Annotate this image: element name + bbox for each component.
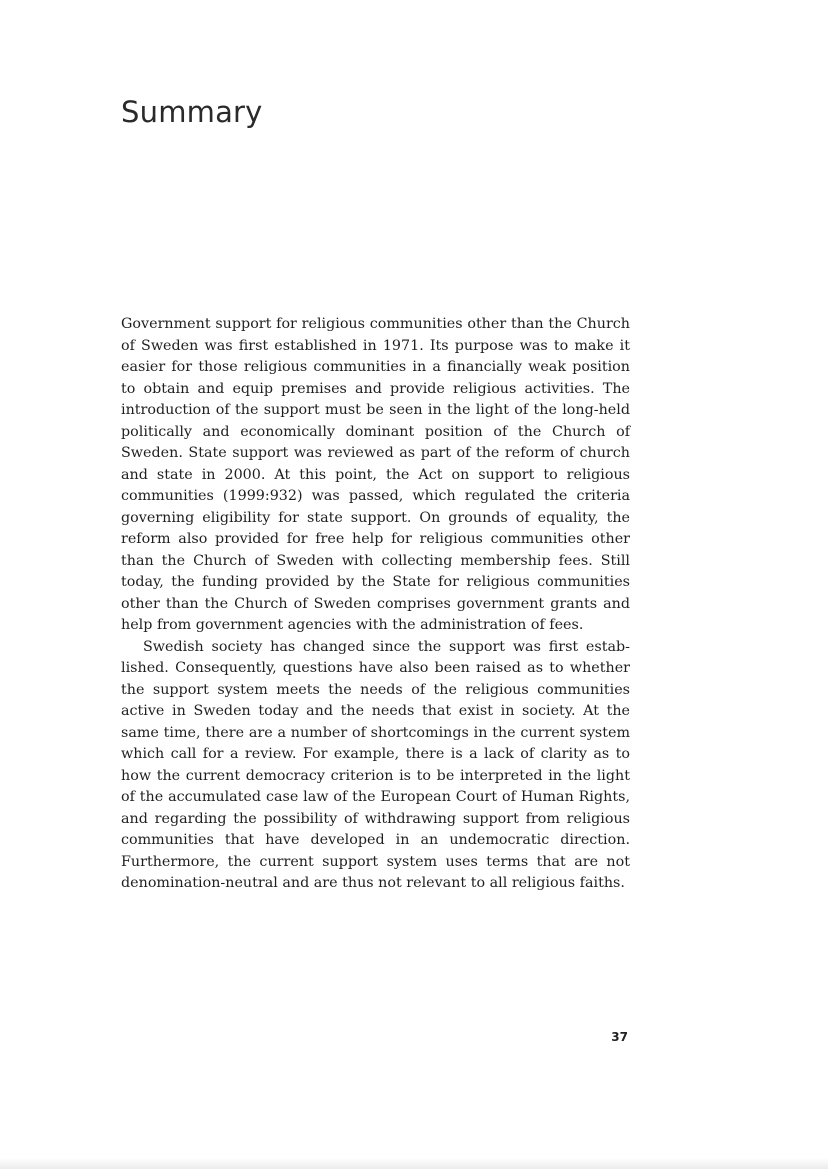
paragraph: Swedish society has changed since the support was first established. Consequently, questions have also been raised as to whether the support system meets the needs of the religious communities active in Sweden today and the needs that exist in society. At the same time, there are a number of shortcomings in the current system which call for a review. For example, there is a lack of clarity as to how the current democracy criterion is to be interpreted in the light of the accumulated case law of the European Court of Human Rights, and regarding the possibility of withdrawing support from religious communities that have developed in an undemocratic direction. Furthermore, the current support system uses terms that are not denomination-neutral and are thus not relevant to all religious faiths. xyxy=(121,638,630,891)
page-title: Summary xyxy=(121,95,263,129)
page-bottom-edge xyxy=(0,1158,828,1169)
paragraph: Government support for religious communities other than the Church of Sweden was first established in 1971. Its purpose was to make it easier for those religious communities in a financially weak position to obtain and equip premises and provide religious activities. The introduction of the support must be seen in the light of the long-held politically and economically dominant position of the Church of Sweden. State support was reviewed as part of the reform of church and state in 2000. At this point, the Act on support to religious communities (1999:932) was passed, which regulated the criteria governing eligibility for state support. On grounds of equality, the reform also provided for free help for religious communities other than the Church of Sweden with collecting membership fees. Still today, the funding provided by the State for religious communities other than the Church of Sweden comprises government grants and help from government agencies with the administration of fees. xyxy=(121,316,630,633)
body-text xyxy=(121,314,630,895)
page-number: 37 xyxy=(611,1030,628,1044)
